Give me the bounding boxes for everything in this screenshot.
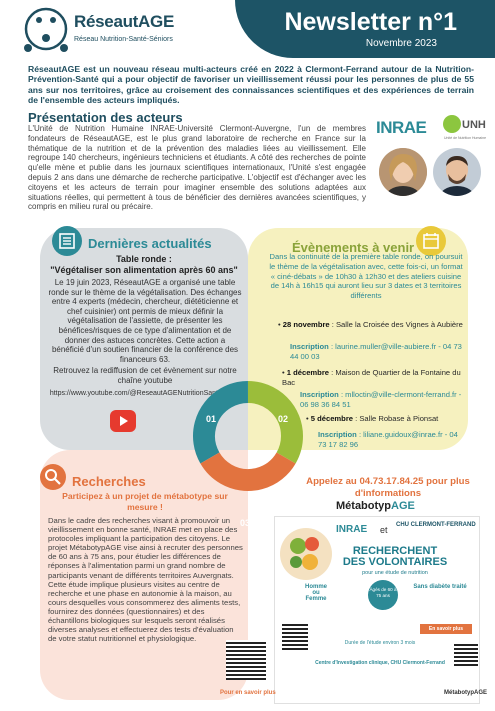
flyer-title-2: DES VOLONTAIRES — [342, 556, 448, 568]
flyer-duree: Durée de l'étude environ 3 mois — [344, 640, 416, 646]
newsletter-title: Newsletter n°1 — [284, 8, 457, 36]
metabo-part-2: AGE — [391, 500, 415, 512]
flyer-en-savoir-plus[interactable]: En savoir plus — [420, 624, 472, 634]
logo-subtitle: Réseau Nutrition-Santé-Séniors — [74, 36, 173, 43]
magnifier-icon — [40, 464, 66, 490]
section-number-03: 03 — [240, 518, 251, 528]
event-2: • 1 décembre : Maison de Quartier de la Fontaine du Bac — [282, 368, 461, 387]
recherches-title: Recherches — [72, 474, 146, 489]
section-number-02: 02 — [278, 414, 289, 424]
actualites-text: Le 19 juin 2023, RéseautAGE a organisé une table ronde sur le thème de la végétalisation. Des échanges entre 4 experts (médecin, chercheur, diététicienne et chef cuisinier) ont permis de mieux définir la végétalisation de l'assiette, de présenter les bénéfices/risques de ce type d'alimentation et de donner des astuces concrètes. Cette action a bénéficié d'un soutien financier de la conférence des financeurs 63. — [48, 278, 242, 364]
acteurs-title: Présentation des acteurs — [28, 110, 183, 125]
event-1-inscription-label: Inscription — [290, 342, 329, 351]
evenements-intro: Dans la continuité de la première table ronde, on poursuit le thème de la végétalisation avec, cette fois-ci, un format « ciné-débats » de 10h30 à 12h30 et des ateliers cuisine de 14h à 16h15 qui auront lieu sur 3 dates et 3 territoires différents — [269, 252, 463, 301]
newspaper-icon — [52, 226, 82, 256]
qr-code-left[interactable] — [226, 640, 266, 680]
event-2-date: 1 décembre — [286, 368, 329, 377]
flyer-chu-logo: CHU CLERMONT-FERRAND — [396, 522, 476, 528]
qr-code-right[interactable] — [454, 642, 478, 666]
reseautage-logo — [22, 4, 202, 56]
recherches-text: Dans le cadre des recherches visant à promouvoir un vieillissement en bonne santé, INRAE met en place des protocoles impliquant la participation des citoyens. Le projet MétabotypAGE vise ainsi à recruter des personnes de 60 ans à 75 ans, pour étudier les différences de réponses à l'alimentation parmi un grand nombre de participants venant de différents territoires Auvergnats. Cette étude implique plusieurs visites au centre de recherche et une phase en autonomie à la maison, au cours desquelles vous consommerez des aliments tests, fournirez des données (questionnaires) et des échantillons biologiques sur lesquels seront réalisés diverses analyses et effectuerez des tests d'évaluation de votre statut nutritionnel et physiologique. — [48, 516, 243, 644]
flyer-ou: ou — [312, 590, 320, 596]
event-1: • 28 novembre : Salle la Croisée des Vignes à Aubière — [278, 320, 463, 329]
metabo-part-1: Métabotyp — [336, 500, 391, 512]
newsletter-date: Novembre 2023 — [365, 38, 437, 49]
flyer-gender — [286, 584, 346, 602]
flyer-homme: Homme — [304, 584, 327, 590]
pour-en-savoir-plus: Pour en savoir plus — [220, 690, 276, 696]
event-1-date: 28 novembre — [282, 320, 330, 329]
center-ring — [192, 380, 304, 492]
flyer-title — [320, 546, 470, 568]
event-2-inscription: Inscription : mlloctin@ville-clermont-ferrand.fr - 06 98 36 84 51 — [300, 390, 462, 409]
flyer-etude: pour une étude de nutrition — [362, 570, 428, 576]
event-1-contact[interactable]: laurine.muller@ville-aubiere.fr - 04 73 44 00 03 — [290, 342, 462, 361]
actualites-subtitle — [40, 254, 248, 276]
actualites-title: Dernières actualités — [88, 236, 212, 251]
flyer-femme: Femme — [305, 596, 327, 602]
flyer-inrae-logo: INRAE — [336, 524, 368, 535]
intro-paragraph: RéseautAGE est un nouveau réseau multi-acteurs créé en 2022 à Clermont-Ferrand autour de la Nutrition-Prévention-Santé qui a pour objectif de favoriser un vieillissement réussi pour les personnes de plus de 55 ans sur nos territoires, grâce au croisement des connaissances scientifiques et des expériences de terrain de l'ensemble des acteurs impliqués. — [28, 64, 474, 106]
logo-title: RéseautAGE — [74, 12, 174, 31]
unh-logo-icon — [442, 112, 486, 142]
actualites-subtitle-1: Table ronde : — [116, 254, 172, 264]
event-2-contact[interactable]: mlloctin@ville-clermont-ferrand.fr - 06 98 36 84 51 — [300, 390, 462, 409]
event-2-place: Maison de Quartier de la Fontaine du Bac — [282, 368, 461, 387]
photo-man — [433, 148, 481, 196]
event-3-inscription-label: Inscription — [318, 430, 357, 439]
evenements-title: Évènements à venir — [292, 240, 415, 255]
event-3-inscription: Inscription : liliane.guidoux@inrae.fr - 04 73 17 82 96 — [318, 430, 458, 449]
metabotypage-small-logo: MétabotypAGE — [444, 690, 488, 696]
event-3-contact[interactable]: liliane.guidoux@inrae.fr - 04 73 17 82 96 — [318, 430, 458, 449]
event-3: • 5 décembre : Salle Robase à Pionsat — [306, 414, 439, 423]
metabotypage-logo — [336, 500, 415, 512]
section-number-01: 01 — [206, 414, 217, 424]
event-3-date: 5 décembre — [310, 414, 353, 423]
event-2-inscription-label: Inscription — [300, 390, 339, 399]
acteurs-text: L'Unité de Nutrition Humaine INRAE-Université Clermont-Auvergne, l'un de membres fondateurs de RéseautAGE, est le plus grand laboratoire de recherche en France sur la thématique de la nutrition et de la prévention des maladies liées au vieillissement. Elle regroupe 140 chercheurs, ingénieurs techniciens et étudiants. A côté des recherches de pointe qu'elle mène et publie dans les journaux scientifiques internationaux, l'Unité s'est engagée depuis 2 ans dans une démarche de recherche participative. L'objectif est d'échanger avec les citoyens et les acteurs de terrain pour imaginer ensemble des solutions adaptées aux situations réelles, qui permettent à tous de bénéficier des dernières avancées scientifiques, y compris en milieu rural ou précaire. — [28, 124, 366, 212]
actualites-subtitle-2: "Végétaliser son alimentation après 60 ans" — [50, 265, 238, 275]
flyer-centre: Centre d'Investigation clinique, CHU Clermont-Ferrand — [315, 660, 445, 666]
reseautage-logo-icon — [22, 4, 70, 54]
youtube-text: Retrouvez la rediffusion de cet évènement sur notre chaîne youtube — [53, 366, 237, 385]
header — [0, 0, 495, 58]
flyer-et: et — [380, 525, 388, 535]
youtube-link[interactable]: https://www.youtube.com/@ReseautAGENutritionSante-lz3xv — [49, 390, 241, 397]
event-1-place: Salle la Croisée des Vignes à Aubière — [335, 320, 463, 329]
recherches-subtitle: Participez à un projet de métabotype sur mesure ! — [62, 491, 228, 512]
event-3-place: Salle Robase à Pionsat — [359, 414, 439, 423]
flyer-age-badge: Âgés de 60 à 75 ans — [368, 580, 398, 610]
appel-phone: Appelez au 04.73.17.84.25 pour plus d'informations — [306, 476, 470, 499]
qr-code-flyer[interactable] — [282, 624, 308, 650]
photo-woman — [379, 148, 427, 196]
flyer-sans-diabete: Sans diabète traité — [413, 584, 467, 590]
unh-logo-text: UNH — [462, 119, 486, 131]
event-1-inscription: Inscription : laurine.muller@ville-aubiere.fr - 04 73 44 00 03 — [290, 342, 462, 361]
youtube-play-icon[interactable] — [110, 410, 136, 432]
unh-logo-subtitle: Unité de Nutrition Humaine — [444, 136, 486, 140]
flyer-title-1: RECHERCHENT — [352, 545, 438, 557]
inrae-logo: INRAE — [376, 118, 427, 137]
unh-logo — [442, 112, 486, 142]
